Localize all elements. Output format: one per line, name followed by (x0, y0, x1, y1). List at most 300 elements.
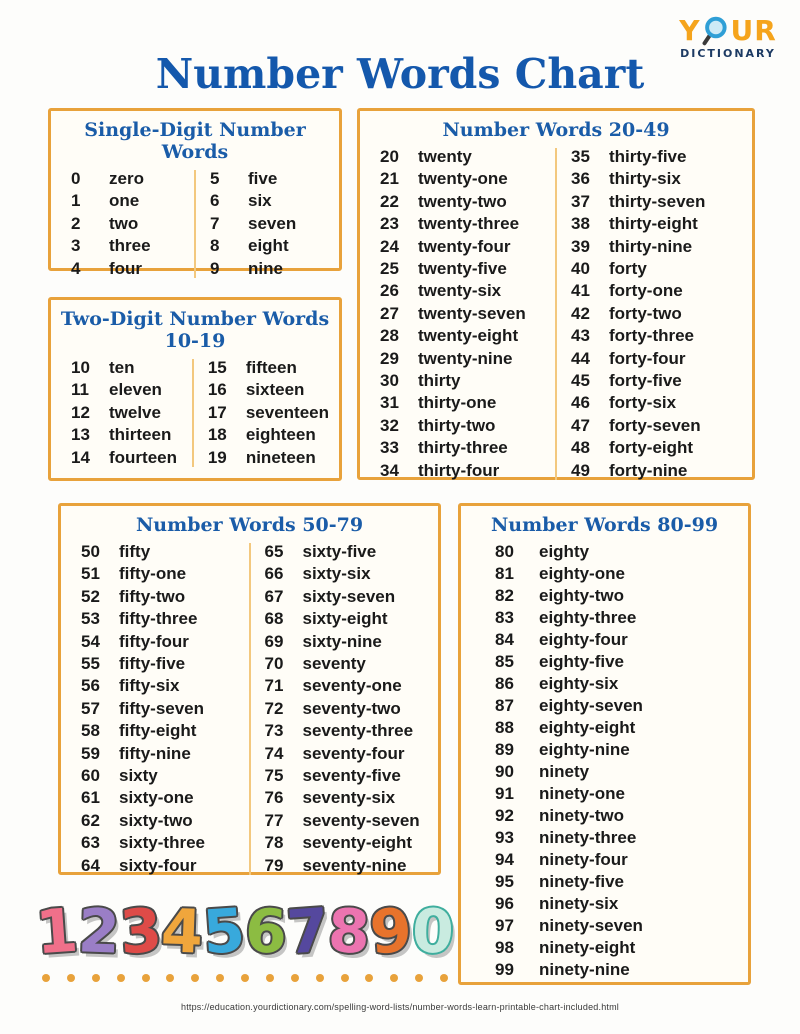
numeral: 71 (264, 676, 284, 696)
number-word-row (561, 370, 742, 392)
number-word-row (370, 213, 551, 235)
number-column (71, 541, 245, 877)
decorative-digit-4: 4 (160, 896, 205, 968)
number-word: ninety-six (539, 893, 619, 913)
number-word-row (370, 303, 551, 325)
number-word: one (109, 191, 140, 211)
box-single-digit-words (48, 108, 342, 278)
number-word-row (561, 392, 742, 414)
numeral: 63 (81, 833, 100, 853)
number-word: ten (109, 357, 135, 377)
magnifier-icon (701, 16, 729, 46)
number-word-row (61, 402, 188, 425)
number-word: seventy-three (302, 721, 414, 741)
number-word: fifty-seven (119, 698, 205, 718)
number-word: seventy (302, 653, 366, 673)
number-word-row (485, 805, 738, 827)
number-word-row (198, 424, 329, 447)
number-word: twenty-six (418, 281, 502, 301)
dot (390, 974, 398, 982)
number-word: forty-four (609, 348, 686, 368)
number-word-row (255, 630, 429, 652)
dot (142, 974, 150, 982)
number-word: thirty-three (418, 438, 508, 458)
number-word-row (61, 190, 190, 213)
number-word-row (61, 168, 190, 191)
number-word-row (200, 190, 329, 213)
number-word: fifty-five (119, 653, 186, 673)
number-word-row (71, 675, 245, 697)
number-column (61, 168, 190, 281)
number-word-row (61, 357, 188, 380)
number-word-row (370, 370, 551, 392)
number-word: twenty-three (418, 214, 520, 234)
logo-wordmark-your (668, 16, 788, 46)
numeral: 9 (210, 258, 220, 278)
number-word-row (561, 235, 742, 257)
numeral: 97 (495, 915, 514, 935)
numeral: 26 (380, 281, 399, 301)
number-column (198, 357, 329, 470)
number-word-row (485, 717, 738, 739)
numeral: 25 (380, 258, 399, 278)
numeral: 74 (264, 743, 284, 763)
number-word-row (561, 325, 742, 347)
number-word: sixty-five (302, 542, 377, 562)
numeral: 81 (495, 563, 514, 583)
decorative-digit-5: 5 (200, 895, 248, 969)
number-word-row (61, 258, 190, 281)
numeral: 73 (264, 721, 284, 741)
number-word-row (71, 586, 245, 608)
numeral: 76 (264, 788, 284, 808)
numeral: 34 (380, 460, 399, 480)
number-word: forty (609, 258, 647, 278)
number-word: thirty-four (418, 460, 500, 480)
number-word-row (71, 742, 245, 764)
number-word-row (198, 379, 329, 402)
number-word: sixty-three (119, 833, 205, 853)
numeral: 50 (81, 542, 100, 562)
numeral: 86 (495, 673, 514, 693)
number-word-row (485, 585, 738, 607)
number-word-row (200, 235, 329, 258)
number-word: thirty-eight (609, 214, 698, 234)
number-word: seventy-eight (302, 833, 413, 853)
number-word: seventy-nine (302, 855, 407, 875)
numeral: 37 (571, 191, 590, 211)
numeral: 54 (81, 631, 100, 651)
number-word: ninety-three (539, 827, 637, 847)
numeral: 39 (571, 236, 590, 256)
number-word-row (485, 695, 738, 717)
number-word: thirteen (109, 425, 172, 445)
numeral: 24 (380, 236, 399, 256)
number-word: zero (109, 168, 144, 188)
number-word-row (370, 437, 551, 459)
number-word: eleven (109, 380, 162, 400)
number-word-row (370, 258, 551, 280)
number-word: sixty-eight (302, 609, 388, 629)
dot (341, 974, 349, 982)
numeral: 12 (71, 402, 90, 422)
number-word: thirty-nine (609, 236, 693, 256)
number-word-row (370, 347, 551, 369)
number-word: eighty-two (539, 585, 624, 605)
number-column (370, 146, 551, 482)
numeral: 99 (495, 959, 514, 979)
decorative-digit-1: 1 (33, 895, 81, 969)
numeral: 31 (380, 393, 399, 413)
dot (216, 974, 224, 982)
number-word-row (61, 213, 190, 236)
numeral: 46 (571, 393, 590, 413)
box-heading: Number Words 20-49 (442, 119, 670, 141)
number-word-row (370, 459, 551, 481)
number-word-row (255, 787, 429, 809)
numeral: 78 (264, 833, 284, 853)
number-word-row (370, 415, 551, 437)
number-word: nineteen (245, 447, 316, 467)
numeral: 17 (207, 402, 227, 422)
number-word: twenty (418, 147, 472, 167)
number-word: ninety-five (539, 871, 625, 891)
numeral: 51 (81, 564, 100, 584)
number-word: four (109, 258, 143, 278)
number-word-row (370, 325, 551, 347)
number-word: forty-six (609, 393, 677, 413)
numeral: 87 (495, 695, 514, 715)
number-column (61, 357, 188, 470)
number-word-row (561, 280, 742, 302)
number-word-row (485, 959, 738, 981)
number-word-row (71, 698, 245, 720)
number-word-row (485, 871, 738, 893)
number-word-row (561, 258, 742, 280)
numeral: 72 (264, 698, 284, 718)
number-word: ninety (539, 761, 590, 781)
dot (266, 974, 274, 982)
numeral: 77 (264, 810, 284, 830)
number-word: fifty-six (119, 676, 180, 696)
numeral: 89 (495, 739, 514, 759)
number-word-row (71, 630, 245, 652)
numeral: 20 (380, 147, 399, 167)
number-word-row (485, 915, 738, 937)
number-word-row (485, 629, 738, 651)
number-word: eighty-four (539, 629, 628, 649)
number-word: sixty-one (119, 788, 194, 808)
number-word: thirty (418, 370, 461, 390)
box-number-words-80-99 (458, 503, 751, 985)
number-word-row (485, 541, 738, 563)
dot (365, 974, 373, 982)
logo-letters-ur: UR (730, 14, 777, 47)
number-word-row (200, 258, 329, 281)
numeral: 83 (495, 607, 514, 627)
number-word: twelve (109, 402, 161, 422)
number-word: ninety-four (539, 849, 628, 869)
dot (291, 974, 299, 982)
number-word: two (109, 213, 139, 233)
number-word: ninety-one (539, 783, 625, 803)
number-word: twenty-four (418, 236, 511, 256)
number-word-row (370, 191, 551, 213)
numeral: 53 (81, 609, 100, 629)
number-word-row (255, 675, 429, 697)
decorative-digit-7: 7 (284, 895, 331, 969)
number-word-row (370, 392, 551, 414)
logo-wordmark-dictionary: DICTIONARY (680, 47, 776, 60)
number-word: eighty-one (539, 563, 625, 583)
number-word-row (255, 810, 429, 832)
number-word-row (71, 563, 245, 585)
numeral: 5 (210, 168, 220, 188)
numeral: 47 (571, 415, 590, 435)
numeral: 36 (571, 169, 590, 189)
number-word: fifty (119, 542, 151, 562)
number-word-row (485, 673, 738, 695)
numeral: 7 (210, 213, 220, 233)
number-word-row (485, 783, 738, 805)
number-word: nine (248, 258, 283, 278)
numeral: 30 (380, 370, 399, 390)
dot (166, 974, 174, 982)
number-column (485, 541, 738, 981)
number-word: forty-five (609, 370, 682, 390)
number-word: seventy-seven (302, 810, 420, 830)
numeral: 35 (571, 147, 590, 167)
number-word-row (71, 720, 245, 742)
box-number-words-50-79 (58, 503, 441, 875)
numeral: 82 (495, 585, 514, 605)
numeral: 43 (571, 326, 590, 346)
number-word: eighty-eight (539, 717, 636, 737)
numeral: 62 (81, 810, 100, 830)
number-word: seventy-one (302, 676, 402, 696)
number-word: ninety-nine (539, 959, 630, 979)
number-word: seven (248, 213, 297, 233)
numeral: 80 (495, 541, 514, 561)
number-word: twenty-two (418, 191, 507, 211)
numeral: 41 (571, 281, 590, 301)
number-word: sixty-two (119, 810, 193, 830)
number-word-row (561, 459, 742, 481)
number-word-row (561, 213, 742, 235)
numeral: 98 (495, 937, 514, 957)
numeral: 28 (380, 326, 399, 346)
number-word: forty-one (609, 281, 683, 301)
number-word-row (61, 235, 190, 258)
numeral: 94 (495, 849, 514, 869)
numeral: 58 (81, 721, 100, 741)
number-word-row (561, 146, 742, 168)
number-word-row (561, 437, 742, 459)
decorative-digit-8: 8 (327, 896, 372, 968)
numeral: 45 (571, 370, 590, 390)
decorative-digit-2: 2 (76, 896, 121, 968)
number-word: twenty-eight (418, 326, 519, 346)
number-word: sixty-six (302, 564, 371, 584)
number-word-row (198, 447, 329, 470)
numeral: 88 (495, 717, 514, 737)
numeral: 55 (81, 653, 100, 673)
numeral: 10 (71, 357, 90, 377)
numeral: 65 (264, 542, 284, 562)
dot (440, 974, 448, 982)
number-word-row (61, 447, 188, 470)
number-word-row (71, 765, 245, 787)
number-word-row (71, 653, 245, 675)
numeral: 96 (495, 893, 514, 913)
number-word: seventy-four (302, 743, 405, 763)
numeral: 75 (264, 765, 284, 785)
number-word: eighty-three (539, 607, 637, 627)
number-word-row (71, 810, 245, 832)
numeral: 61 (81, 788, 100, 808)
number-word: thirty-five (609, 147, 687, 167)
numeral: 16 (207, 380, 227, 400)
numeral: 8 (210, 236, 220, 256)
number-word-row (61, 379, 188, 402)
number-word-row (198, 357, 329, 380)
number-word-row (370, 235, 551, 257)
box-columns (360, 146, 752, 482)
column-divider (192, 359, 194, 468)
column-divider (555, 148, 557, 480)
numeral: 13 (71, 425, 90, 445)
number-word-row (485, 563, 738, 585)
number-word-row (561, 191, 742, 213)
number-word: fourteen (109, 447, 177, 467)
number-word: ninety-eight (539, 937, 636, 957)
box-columns (51, 357, 339, 470)
dot (241, 974, 249, 982)
number-word: twenty-five (418, 258, 507, 278)
number-word: thirty-seven (609, 191, 706, 211)
numeral: 22 (380, 191, 399, 211)
number-word: ninety-two (539, 805, 624, 825)
logo-letter-y: Y (679, 14, 701, 47)
number-word-row (71, 854, 245, 876)
decorative-digit-0: 0 (410, 896, 455, 968)
number-word-row (71, 832, 245, 854)
numeral: 32 (380, 415, 399, 435)
number-word: twenty-seven (418, 303, 526, 323)
number-word-row (198, 402, 329, 425)
number-word: fifty-three (119, 609, 198, 629)
number-word-row (255, 720, 429, 742)
box-heading: Two-Digit Number Words 10-19 (60, 308, 330, 352)
number-word-row (561, 168, 742, 190)
dot (117, 974, 125, 982)
number-word: seventy-six (302, 788, 396, 808)
number-word-row (255, 832, 429, 854)
number-column (255, 541, 429, 877)
number-word: seventy-two (302, 698, 401, 718)
number-word: eighty (539, 541, 590, 561)
number-word: ninety-seven (539, 915, 643, 935)
dot (316, 974, 324, 982)
numeral: 21 (380, 169, 399, 189)
number-word-row (255, 541, 429, 563)
decorative-digit-6: 6 (243, 896, 288, 968)
numeral: 79 (264, 855, 284, 875)
numeral: 18 (207, 425, 227, 445)
column-divider (194, 170, 196, 279)
number-word-row (71, 608, 245, 630)
number-word: forty-seven (609, 415, 701, 435)
numeral: 59 (81, 743, 100, 763)
numeral: 2 (71, 213, 81, 233)
number-word: forty-eight (609, 438, 694, 458)
numeral: 27 (380, 303, 399, 323)
number-word-row (255, 653, 429, 675)
numeral: 0 (71, 168, 81, 188)
number-word-row (485, 607, 738, 629)
numeral: 66 (264, 564, 284, 584)
dot (92, 974, 100, 982)
numeral: 1 (71, 191, 81, 211)
decorative-digit-9: 9 (367, 895, 415, 969)
numeral: 85 (495, 651, 514, 671)
number-word-row (200, 213, 329, 236)
box-heading: Number Words 80-99 (490, 514, 719, 536)
number-word-row (255, 742, 429, 764)
number-word: fifty-nine (119, 743, 191, 763)
number-word-row (255, 854, 429, 876)
dot (191, 974, 199, 982)
numeral: 68 (264, 609, 284, 629)
numeral: 52 (81, 586, 100, 606)
number-word: fifty-eight (119, 721, 197, 741)
number-word: seventeen (245, 402, 329, 422)
number-word-row (370, 280, 551, 302)
numeral: 14 (71, 447, 90, 467)
numeral: 19 (207, 447, 227, 467)
number-column (200, 168, 329, 281)
number-word-row (561, 415, 742, 437)
numeral: 60 (81, 765, 100, 785)
box-two-digit-words-10-19 (48, 297, 342, 481)
number-word: forty-nine (609, 460, 688, 480)
numeral: 3 (71, 236, 81, 256)
number-word: thirty-one (418, 393, 497, 413)
number-word-row (485, 937, 738, 959)
number-word: eighteen (245, 425, 316, 445)
box-columns (51, 168, 339, 281)
number-word: fifty-one (119, 564, 187, 584)
number-word: fifty-two (119, 586, 186, 606)
numeral: 6 (210, 191, 220, 211)
page-title: Number Words Chart (155, 50, 645, 98)
dots-row (42, 974, 448, 982)
number-word: eighty-six (539, 673, 619, 693)
number-word: six (248, 191, 272, 211)
number-word-row (485, 849, 738, 871)
number-word-row (200, 168, 329, 191)
number-word-row (255, 608, 429, 630)
box-columns (61, 541, 438, 877)
number-word: sixty-four (119, 855, 197, 875)
number-word: sixteen (245, 380, 305, 400)
box-heading: Number Words 50-79 (135, 514, 364, 536)
number-column (561, 146, 742, 482)
numeral: 23 (380, 214, 399, 234)
dot (42, 974, 50, 982)
numeral: 48 (571, 438, 590, 458)
number-word: eighty-five (539, 651, 625, 671)
